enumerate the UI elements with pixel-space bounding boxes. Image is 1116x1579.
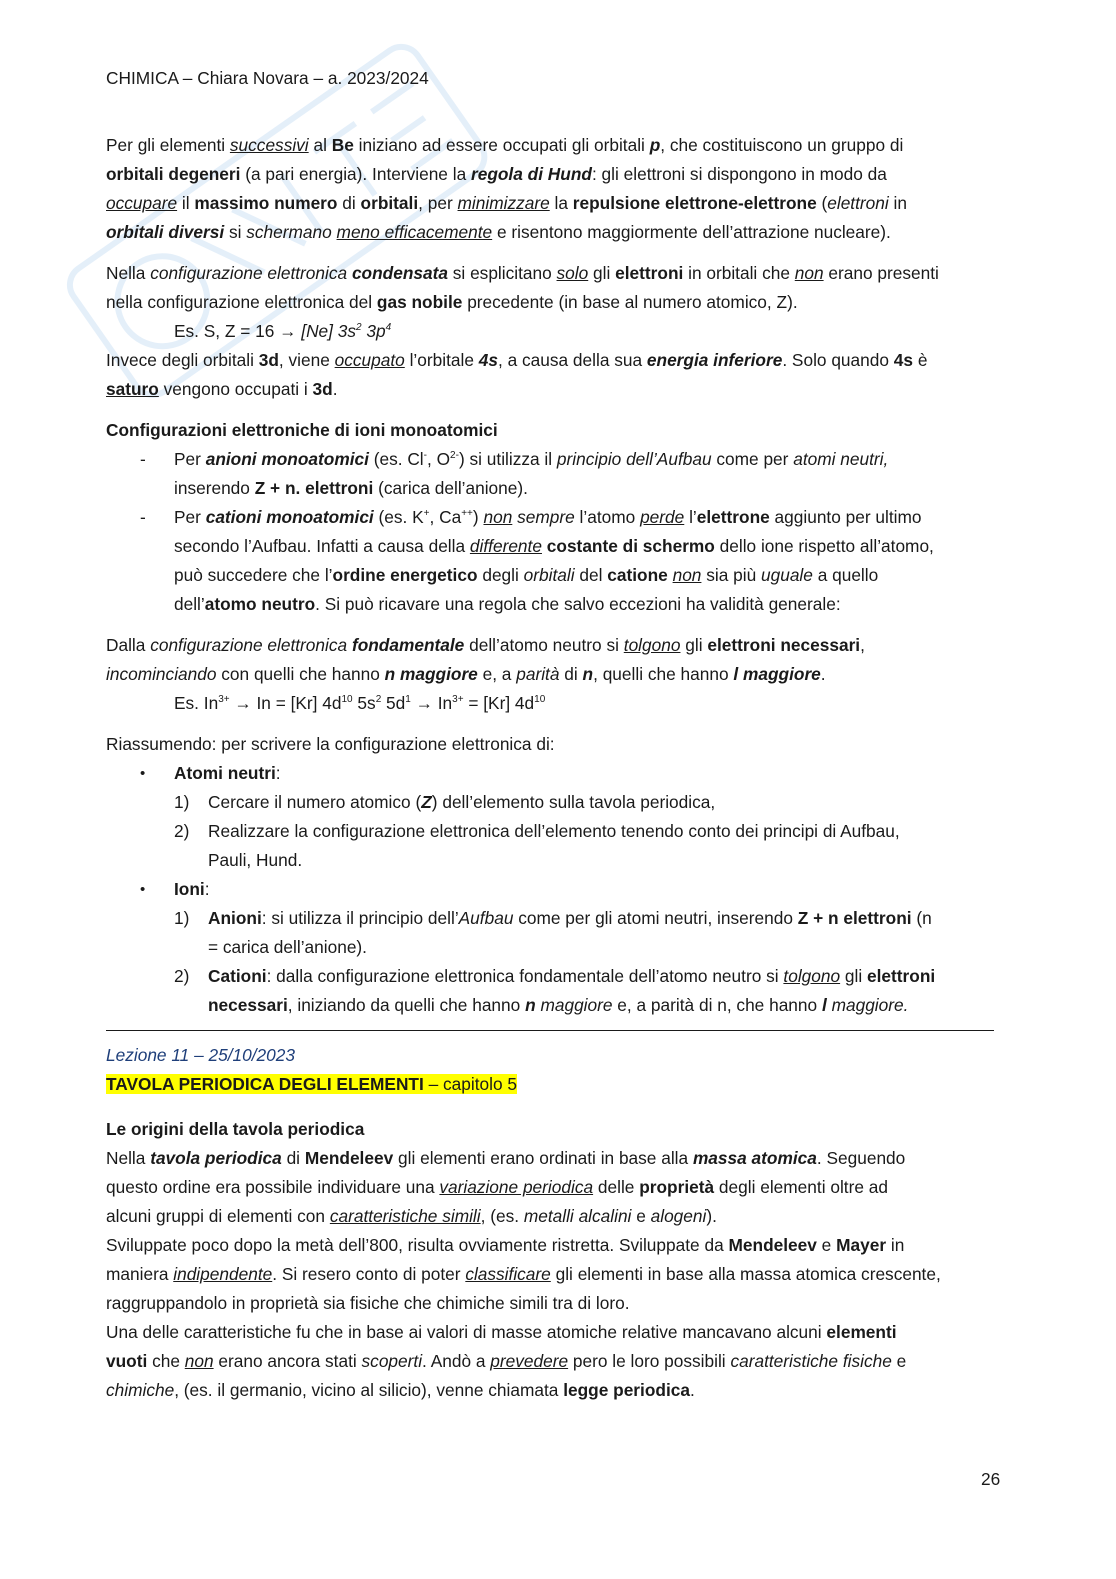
list-item-step: 2) Realizzare la configurazione elettronica dell’elemento tenendo conto dei principi di Aufbau, Pauli, Hund. xyxy=(106,817,1016,875)
dash-marker: - xyxy=(140,449,146,469)
example-sulfur: Es. S, Z = 16 → [Ne] $3s^2$ $3p^4$ xyxy=(174,321,392,341)
list-item-cations: - Per cationi monoatomici (es. K+, Ca++) non sempre l’atomo perde l’elettrone aggiunto per ultimo secondo l’Aufbau. Infatti a causa della differente costante di schermo dello ione rispetto all’atomo, può succedere che l’ordine energetico degli orbitali del catione non sia più uguale a quello dell’atomo neutro. Si può ricavare una regola che salvo eccezioni ha validità generale: xyxy=(106,503,1016,619)
paragraph-history: Sviluppate poco dopo la metà dell’800, risulta ovviamente ristretta. Sviluppate da Mendeleev e Mayer in maniera indipendente. Si resero conto di poter classificare gli elementi in base alla massa atomica crescente, raggruppandolo in proprietà sia fisiche che chimiche simili tra di loro. xyxy=(106,1235,941,1313)
list-item-step: 1) Cercare il numero atomico (Z) dell’elemento sulla tavola periodica, xyxy=(106,788,1016,817)
list-item-anions: - Per anioni monoatomici (es. Cl-, $O^{2-}$) si utilizza il principio dell’Aufbau come per atomi neutri, inserendo Z + n. elettroni (carica dell’anione). xyxy=(106,445,1016,503)
list-item-ions: • Ioni: xyxy=(106,875,1016,904)
number-marker: 1) xyxy=(174,908,190,928)
chapter-heading: TAVOLA PERIODICA DEGLI ELEMENTI – capitolo 5 xyxy=(106,1074,517,1094)
number-marker: 2) xyxy=(174,966,190,986)
paragraph-rule: Dalla configurazione elettronica fondamentale dell’atomo neutro si tolgono gli elettroni necessari, incominciando con quelli che hanno n maggiore e, a parità di n, quelli che hanno l maggiore. xyxy=(106,635,865,684)
example-indium: Es. $In^{3+} \to In = [Kr]$ $4d^{10}$ $5s^2$ $5d^1 \to In^{3+} = [Kr]$ $4d^{10}$ xyxy=(174,693,546,713)
paragraph-p-orbitals: Per gli elementi successivi al Be iniziano ad essere occupati gli orbitali p, che costituiscono un gruppo di orbitali degeneri (a pari energia). Interviene la regola di Hund: gli elettroni si dispongono in modo da occupare il massimo numero di orbitali, per minimizzare la repulsione elettrone-elettrone (elettroni in orbitali diversi si schermano meno efficacemente e risentono maggiormente dell’attrazione nucleare). xyxy=(106,135,907,242)
paragraph-mendeleev: Nella tavola periodica di Mendeleev gli elementi erano ordinati in base alla massa atomica. Seguendo questo ordine era possibile individuare una variazione periodica delle proprietà degli elementi oltre ad alcuni gruppi di elementi con caratteristiche simili, (es. metalli alcalini e alogeni). xyxy=(106,1148,906,1226)
number-marker: 1) xyxy=(174,792,190,812)
page-header: CHIMICA – Chiara Novara – a. 2023/2024 xyxy=(106,68,429,88)
number-marker: 2) xyxy=(174,821,190,841)
bullet-marker: • xyxy=(140,881,146,898)
section-title-origins: Le origini della tavola periodica xyxy=(106,1119,365,1139)
bullet-marker: • xyxy=(140,765,146,782)
page-number: 26 xyxy=(981,1469,1001,1489)
list-item-step: 1) Anioni: si utilizza il principio dell’Aufbau come per gli atomi neutri, inserendo Z + n elettroni (n = carica dell’anione). xyxy=(106,904,1016,962)
paragraph-periodic-law: Una delle caratteristiche fu che in base ai valori di masse atomiche relative mancavano alcuni elementi vuoti che non erano ancora stati scoperti. Andò a prevedere pero le loro possibili caratteristiche fisiche e chimiche, (es. il germanio, vicino al silicio), venne chiamata legge periodica. xyxy=(106,1322,907,1400)
list-item-step: 2) Cationi: dalla configurazione elettronica fondamentale dell’atomo neutro si tolgono gli elettroni necessari, iniziando da quelli che hanno n maggiore e, a parità di n, che hanno l maggiore. xyxy=(106,962,1016,1020)
document-body xyxy=(106,131,1016,1405)
paragraph-4s-3d: Invece degli orbitali 3d, viene occupato l’orbitale 4s, a causa della sua energia inferiore. Solo quando 4s è saturo vengono occupati i 3d. xyxy=(106,350,928,399)
section-title-ions: Configurazioni elettroniche di ioni monoatomici xyxy=(106,420,498,440)
summary-intro: Riassumendo: per scrivere la configurazione elettronica di: xyxy=(106,734,555,754)
dash-marker: - xyxy=(140,507,146,527)
paragraph-condensed-config: Nella configurazione elettronica condensata si esplicitano solo gli elettroni in orbitali che non erano presenti nella configurazione elettronica del gas nobile precedente (in base al numero atomico, Z). xyxy=(106,263,939,312)
section-divider xyxy=(106,1030,994,1031)
lesson-heading: Lezione 11 – 25/10/2023 xyxy=(106,1045,295,1065)
list-item-neutral-atoms: • Atomi neutri: xyxy=(106,759,1016,788)
